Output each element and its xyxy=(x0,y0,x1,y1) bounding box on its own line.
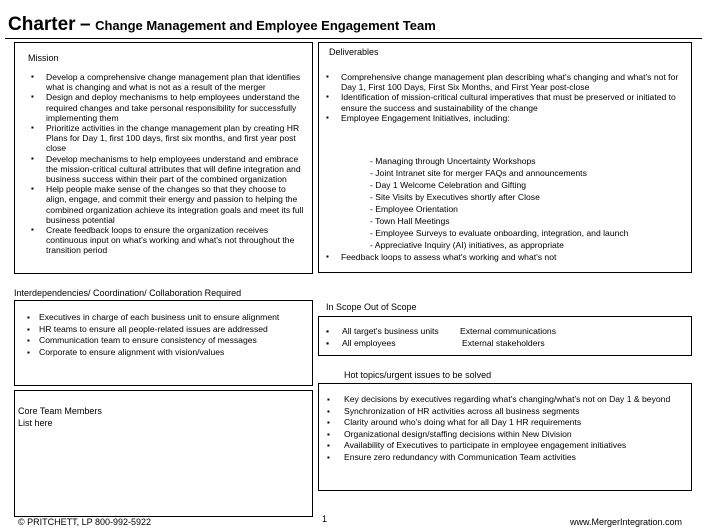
list-item: ▪ Develop mechanisms to help employees understand and embrace the mission-critical cultural attributes that will define integration and business success within their part of the combined organization xyxy=(31,153,301,185)
list-item: ▪ Identification of mission-critical cultural imperatives that must be preserved or initiated to ensure the success and sustainability of the change xyxy=(326,92,676,113)
list-item: ▪ Prioritize activities in the change management plan by creating HR Plans for Day 1, first 100 days, first six months, and first year post close xyxy=(31,123,300,154)
list-item: - Managing through Uncertainty Workshops xyxy=(370,156,536,166)
list-item: - Appreciative Inquiry (AI) initiatives, as appropriate xyxy=(370,240,564,250)
bullet-icon: ▪ xyxy=(27,347,30,357)
core-team-value: List here xyxy=(18,418,53,428)
bullet-icon: ▪ xyxy=(327,406,330,416)
title-main: Charter xyxy=(8,14,76,35)
scope-out-cell: External stakeholders xyxy=(462,338,545,348)
bullet-icon: ▪ xyxy=(31,184,34,194)
bullet-icon: ▪ xyxy=(31,153,34,163)
title-dash: – xyxy=(80,14,91,35)
bullet-icon: ▪ xyxy=(326,326,330,336)
list-item: ▪ Develop a comprehensive change management plan that identifies what is changing and what is not as a result of the merger xyxy=(31,72,301,93)
bullet-icon: ▪ xyxy=(27,336,30,345)
bullet-icon: ▪ xyxy=(327,395,330,404)
footer-copyright: © PRITCHETT, LP 800-992-5922 xyxy=(18,517,152,527)
title-divider xyxy=(5,38,702,39)
list-item: ▪ Corporate to ensure alignment with vision/values xyxy=(27,346,225,357)
list-item: - Joint Intranet site for merger FAQs and announcements xyxy=(370,168,587,178)
interdependencies-list xyxy=(27,312,301,358)
list-item: - Town Hall Meetings xyxy=(370,216,450,226)
list-item: ▪ Ensure zero redundancy with Communication Team activities xyxy=(327,451,576,462)
bullet-icon: ▪ xyxy=(31,225,34,235)
list-item: ▪ Comprehensive change management plan describing what's changing and what's not for Day 1, First 100 Days, First Six Months, and First Year post-close xyxy=(326,72,679,93)
footer-website[interactable]: www.MergerIntegration.com xyxy=(570,517,683,527)
scope-in-cell: All employees xyxy=(342,338,396,348)
list-item: ▪ Communication team to ensure consistency of messages xyxy=(27,335,257,345)
bullet-icon: ▪ xyxy=(31,72,34,81)
scope-label: In Scope Out of Scope xyxy=(326,302,417,312)
list-item: ▪ Create feedback loops to ensure the organization receives continuous input on what's working and what's not throughout the transition period xyxy=(31,225,295,256)
deliverables-last xyxy=(326,252,686,262)
scope-out-cell: External communications xyxy=(460,326,557,336)
deliverables-list xyxy=(326,72,686,123)
bullet-icon: ▪ xyxy=(326,338,330,348)
hot-topics-label: Hot topics/urgent issues to be solved xyxy=(344,370,492,380)
footer-page-number: 1 xyxy=(322,514,328,524)
list-item: ▪ Organizational design/staffing decisions within New Division xyxy=(327,428,572,439)
list-item: ▪ Employee Engagement Initiatives, including: xyxy=(326,112,510,123)
core-team-label: Core Team Members xyxy=(18,406,102,416)
deliverables-label: Deliverables xyxy=(329,47,379,57)
list-item: ▪ HR teams to ensure all people-related issues are addressed xyxy=(27,323,268,334)
bullet-icon: ▪ xyxy=(326,72,329,81)
bullet-icon: ▪ xyxy=(326,252,329,261)
engagement-initiatives-list xyxy=(370,155,628,251)
page-title xyxy=(8,14,436,36)
title-subtitle: Change Management and Employee Engagement Team xyxy=(95,18,436,33)
bullet-icon: ▪ xyxy=(327,441,330,450)
bullet-icon: ▪ xyxy=(327,452,330,462)
list-item: ▪ Clarity around who's doing what for all Day 1 HR requirements xyxy=(327,417,582,427)
list-item: ▪ Key decisions by executives regarding what's changing/what's not on Day 1 & beyond xyxy=(327,394,671,404)
bullet-icon: ▪ xyxy=(327,429,330,439)
bullet-icon: ▪ xyxy=(31,92,34,102)
scope-in-cell: All target's business units xyxy=(342,326,439,336)
list-item: ▪ Design and deploy mechanisms to help employees understand the required changes and take personal responsibility for successfully implementing them xyxy=(31,92,300,123)
bullet-icon: ▪ xyxy=(27,324,30,334)
bullet-icon: ▪ xyxy=(326,112,329,122)
list-item: ▪ Synchronization of HR activities across all business segments xyxy=(327,405,580,416)
bullet-icon: ▪ xyxy=(326,92,329,102)
list-item: - Employee Surveys to evaluate onboarding, integration, and launch xyxy=(370,228,629,238)
interdependencies-label: Interdependencies/ Coordination/ Collaboration Required xyxy=(14,288,242,298)
bullet-icon: ▪ xyxy=(31,123,34,133)
list-item: - Site Visits by Executives shortly after Close xyxy=(370,192,540,202)
bullet-icon: ▪ xyxy=(327,418,330,427)
mission-label: Mission xyxy=(28,53,59,63)
list-item: ▪ Help people make sense of the changes so that they choose to align, engage, and commit their energy and passion to helping the combined organization achieve its integration goals and meet its full business potential xyxy=(31,184,304,225)
hot-topics-list xyxy=(327,394,684,463)
list-item: ▪ Executives in charge of each business unit to ensure alignment xyxy=(27,312,280,322)
list-item: ▪ Feedback loops to assess what's working and what's not xyxy=(326,252,557,262)
list-item: - Employee Orientation xyxy=(370,204,458,214)
bullet-icon: ▪ xyxy=(27,313,30,322)
list-item: ▪ Availability of Executives to participate in employee engagement initiatives xyxy=(327,440,627,450)
list-item: - Day 1 Welcome Celebration and Gifting xyxy=(370,180,527,190)
mission-list xyxy=(31,72,308,256)
